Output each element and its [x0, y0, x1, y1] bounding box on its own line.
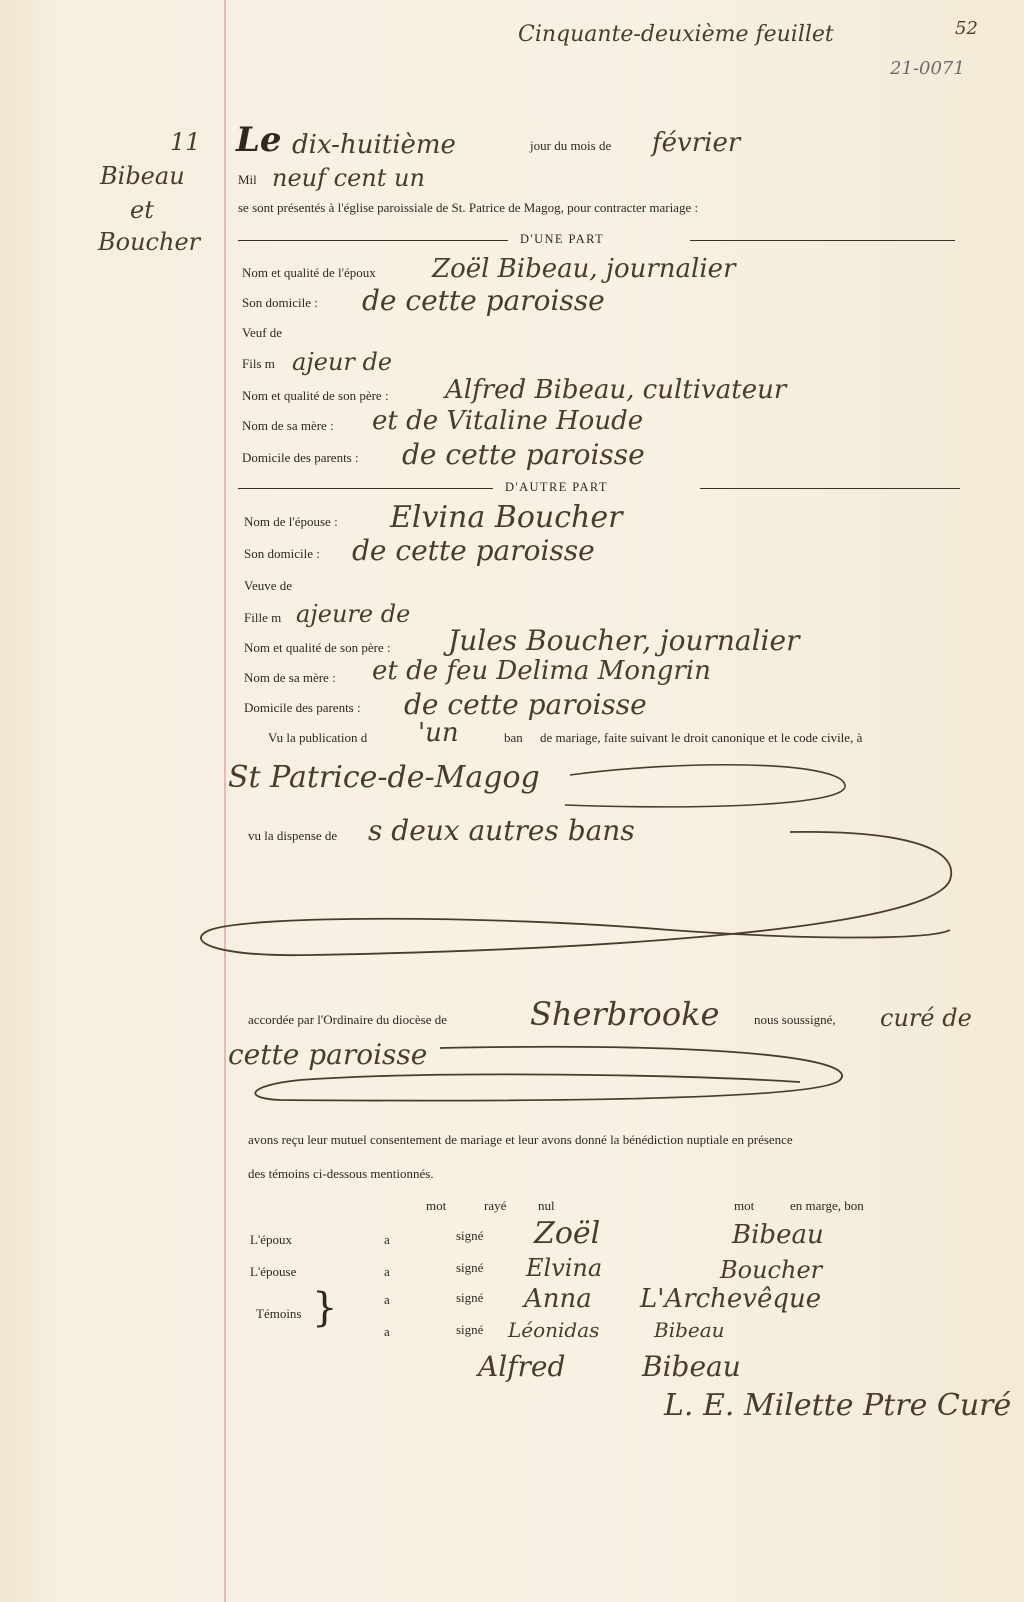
sig-extra-2: Bibeau — [642, 1350, 741, 1383]
publication-count: 'un — [418, 718, 459, 748]
sig-temoin2-1: Léonidas — [508, 1318, 600, 1342]
sig-extra-1: Alfred — [478, 1350, 566, 1383]
sig-temoin2-2: Bibeau — [654, 1318, 725, 1342]
domicile-parents-label: Domicile des parents : — [242, 450, 359, 465]
presented-text: se sont présentés à l'église paroissiale de St. Patrice de Magog, pour contracter mariage : — [238, 200, 699, 215]
veuve-label: Veuve de — [244, 578, 293, 593]
margin-name-3: Boucher — [98, 228, 201, 256]
year-value: neuf cent un — [272, 164, 425, 192]
archive-stamp: 21-0071 — [890, 58, 965, 79]
fils-label: Fils m — [242, 356, 275, 371]
epoux-domicile-value: de cette paroisse — [362, 284, 605, 317]
sig-temoin1-a: a — [384, 1292, 390, 1307]
ordinaire-label: accordée par l'Ordinaire du diocèse de — [248, 1012, 448, 1027]
fille-value: ajeure de — [296, 600, 411, 628]
sig-en-marge: en marge, bon — [790, 1198, 864, 1213]
sig-temoin2-a: a — [384, 1324, 390, 1339]
day-value: dix-huitième — [292, 130, 456, 160]
drop-cap: Le — [236, 120, 282, 160]
rule-right-2 — [700, 488, 960, 489]
mere-value: et de Vitaline Houde — [372, 406, 644, 436]
dispense-value: s deux autres bans — [368, 814, 635, 847]
place-flourish — [560, 755, 860, 815]
sig-epoux-2: Bibeau — [732, 1220, 824, 1250]
sig-epouse-a: a — [384, 1264, 390, 1279]
publication-text-a: Vu la publication d — [268, 730, 368, 745]
epouse-domicile-value: de cette paroisse — [352, 534, 595, 567]
rule-left — [238, 240, 508, 241]
publication-text-b: ban — [504, 730, 523, 745]
sig-epoux-label: L'époux — [250, 1232, 293, 1247]
mil-label: Mil — [238, 172, 257, 187]
jour-label: jour du mois de — [530, 138, 612, 153]
epouse-mere-value: et de feu Delima Mongrin — [372, 656, 711, 686]
sig-temoin2-signe: signé — [456, 1322, 484, 1337]
epoux-name-label: Nom et qualité de l'époux — [242, 265, 376, 280]
epouse-name-value: Elvina Boucher — [390, 500, 623, 535]
fils-value: ajeur de — [292, 348, 393, 376]
sig-temoin1-2: L'Archevêque — [640, 1284, 822, 1314]
cure-title: curé de — [880, 1004, 972, 1032]
sig-epouse-label: L'épouse — [250, 1264, 297, 1279]
soussigne-label: nous soussigné, — [754, 1012, 836, 1027]
temoins-label: Témoins — [256, 1306, 302, 1321]
sig-raye: rayé — [484, 1198, 507, 1213]
epouse-domicile-label: Son domicile : — [244, 546, 320, 561]
sig-epoux-a: a — [384, 1232, 390, 1247]
ordinaire-flourish — [240, 1040, 880, 1120]
closing-line-1: avons reçu leur mutuel consentement de mariage et leur avons donné la bénédiction nuptiale en présence — [248, 1132, 793, 1147]
mere-label: Nom de sa mère : — [242, 418, 334, 433]
cure-title-2: cette paroisse — [228, 1038, 428, 1071]
sig-nul: nul — [538, 1198, 555, 1213]
margin-rule — [224, 0, 226, 1602]
margin-name-2: et — [130, 196, 154, 224]
sig-epouse-signe: signé — [456, 1260, 484, 1275]
priest-signature: L. E. Milette Ptre Curé — [664, 1388, 1012, 1423]
feuillet-note: Cinquante-deuxième feuillet — [518, 22, 834, 47]
sig-mot: mot — [426, 1198, 447, 1213]
margin-name-1: Bibeau — [100, 162, 185, 190]
sig-temoin1-1: Anna — [524, 1284, 592, 1314]
rule-left-2 — [238, 488, 493, 489]
une-part-heading: D'UNE PART — [520, 232, 605, 246]
epouse-name-label: Nom de l'épouse : — [244, 514, 338, 529]
sig-epoux-1: Zoël — [534, 1216, 601, 1251]
dispense-label: vu la dispense de — [248, 828, 338, 843]
publication-place: St Patrice-de-Magog — [228, 760, 540, 795]
publication-text-c: de mariage, faite suivant le droit canonique et le code civile, à — [540, 730, 863, 745]
epoux-name-value: Zoël Bibeau, journalier — [432, 254, 736, 284]
epouse-parents-value: de cette paroisse — [404, 688, 647, 721]
sig-epouse-1: Elvina — [526, 1254, 603, 1282]
pere-value: Alfred Bibeau, cultivateur — [445, 375, 787, 405]
epoux-domicile-label: Son domicile : — [242, 295, 318, 310]
sig-mot-2: mot — [734, 1198, 755, 1213]
domicile-parents-value: de cette paroisse — [402, 438, 645, 471]
rule-right — [690, 240, 955, 241]
sig-temoin1-signe: signé — [456, 1290, 484, 1305]
epouse-mere-label: Nom de sa mère : — [244, 670, 336, 685]
temoins-brace: } — [312, 1285, 338, 1331]
sig-epouse-2: Boucher — [720, 1256, 823, 1284]
fille-label: Fille m — [244, 610, 282, 625]
epouse-pere-value: Jules Boucher, journalier — [448, 624, 800, 657]
pere-label: Nom et qualité de son père : — [242, 388, 389, 403]
autre-part-heading: D'AUTRE PART — [505, 480, 608, 494]
entry-number: 11 — [170, 128, 201, 156]
sig-epoux-signe: signé — [456, 1228, 484, 1243]
month-value: février — [652, 128, 741, 158]
dispense-flourish — [190, 820, 980, 980]
veuf-label: Veuf de — [242, 325, 283, 340]
epouse-pere-label: Nom et qualité de son père : — [244, 640, 391, 655]
diocese-value: Sherbrooke — [530, 995, 720, 1033]
page-number: 52 — [955, 18, 978, 39]
closing-line-2: des témoins ci-dessous mentionnés. — [248, 1166, 434, 1181]
epouse-parents-label: Domicile des parents : — [244, 700, 361, 715]
